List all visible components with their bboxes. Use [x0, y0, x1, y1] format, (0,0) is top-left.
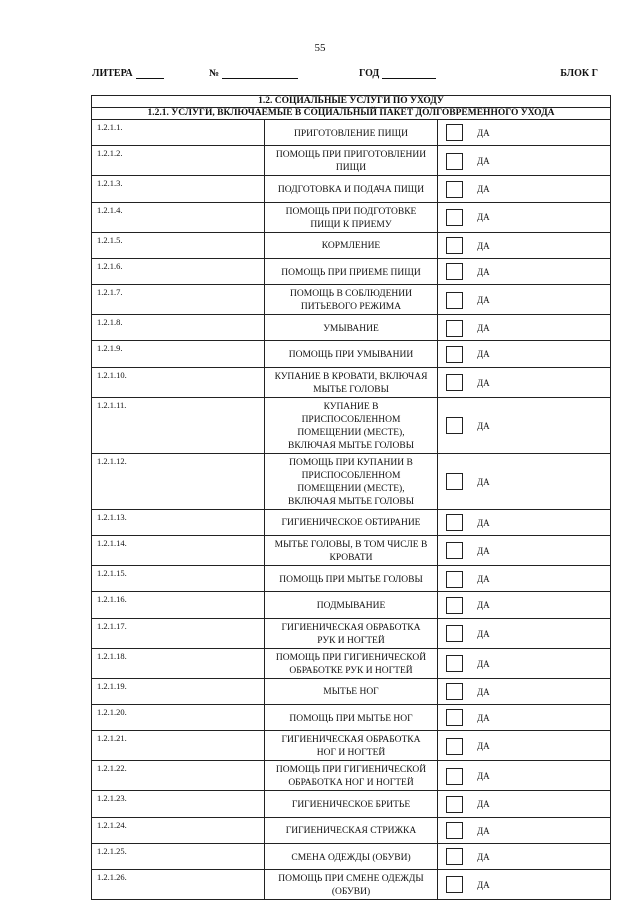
yes-checkbox[interactable] — [446, 683, 463, 700]
yes-checkbox[interactable] — [446, 796, 463, 813]
yes-label: ДА — [477, 741, 490, 752]
table-row — [92, 315, 611, 341]
yes-checkbox[interactable] — [446, 153, 463, 170]
yes-checkbox[interactable] — [446, 848, 463, 865]
yes-checkbox[interactable] — [446, 655, 463, 672]
service-code: 1.2.1.20. — [92, 704, 265, 730]
service-code: 1.2.1.15. — [92, 566, 265, 592]
service-name: МЫТЬЕ НОГ — [265, 678, 438, 704]
table-row — [92, 397, 611, 453]
answer-cell — [438, 367, 611, 397]
answer-cell — [438, 232, 611, 258]
year-label: ГОД — [359, 68, 380, 79]
yes-checkbox[interactable] — [446, 514, 463, 531]
table-row — [92, 258, 611, 284]
yes-label: ДА — [477, 156, 490, 167]
section-subtitle-row — [92, 108, 611, 120]
service-name: ГИГИЕНИЧЕСКОЕ ОБТИРАНИЕ — [265, 509, 438, 535]
yes-checkbox[interactable] — [446, 542, 463, 559]
service-name: ГИГИЕНИЧЕСКОЕ БРИТЬЕ — [265, 791, 438, 817]
yes-label: ДА — [477, 879, 490, 890]
yes-checkbox[interactable] — [446, 209, 463, 226]
answer-cell — [438, 870, 611, 900]
litera-field — [92, 68, 164, 79]
yes-label: ДА — [477, 686, 490, 697]
service-name: КУПАНИЕ В КРОВАТИ, ВКЛЮЧАЯ МЫТЬЕ ГОЛОВЫ — [265, 367, 438, 397]
form-header — [92, 68, 598, 84]
service-code: 1.2.1.14. — [92, 536, 265, 566]
yes-label: ДА — [477, 266, 490, 277]
answer-cell — [438, 285, 611, 315]
service-name: ПОМОЩЬ ПРИ ПОДГОТОВКЕ ПИЩИ К ПРИЕМУ — [265, 202, 438, 232]
table-row — [92, 566, 611, 592]
answer-cell — [438, 817, 611, 843]
section-subtitle: 1.2.1. УСЛУГИ, ВКЛЮЧАЕМЫЕ В СОЦИАЛЬНЫЙ ПАКЕТ ДОЛГОВРЕМЕННОГО УХОДА — [92, 108, 611, 120]
yes-label: ДА — [477, 295, 490, 306]
answer-cell — [438, 731, 611, 761]
answer-cell — [438, 120, 611, 146]
answer-cell — [438, 146, 611, 176]
yes-label: ДА — [477, 349, 490, 360]
service-code: 1.2.1.10. — [92, 367, 265, 397]
service-name: ПОМОЩЬ ПРИ МЫТЬЕ ГОЛОВЫ — [265, 566, 438, 592]
table-row — [92, 176, 611, 202]
year-input[interactable] — [382, 68, 436, 79]
service-code: 1.2.1.5. — [92, 232, 265, 258]
table-row — [92, 761, 611, 791]
number-field — [209, 68, 298, 79]
service-code: 1.2.1.12. — [92, 453, 265, 509]
table-row — [92, 843, 611, 869]
service-name: ПОМОЩЬ ПРИ МЫТЬЕ НОГ — [265, 704, 438, 730]
service-code: 1.2.1.18. — [92, 648, 265, 678]
yes-label: ДА — [477, 771, 490, 782]
table-row — [92, 648, 611, 678]
yes-checkbox[interactable] — [446, 822, 463, 839]
service-code: 1.2.1.23. — [92, 791, 265, 817]
table-row — [92, 202, 611, 232]
yes-checkbox[interactable] — [446, 709, 463, 726]
number-label: № — [209, 68, 220, 79]
yes-checkbox[interactable] — [446, 625, 463, 642]
service-code: 1.2.1.2. — [92, 146, 265, 176]
yes-checkbox[interactable] — [446, 417, 463, 434]
service-code: 1.2.1.7. — [92, 285, 265, 315]
service-name: ПОДГОТОВКА И ПОДАЧА ПИЩИ — [265, 176, 438, 202]
yes-checkbox[interactable] — [446, 292, 463, 309]
yes-checkbox[interactable] — [446, 768, 463, 785]
yes-label: ДА — [477, 574, 490, 585]
yes-checkbox[interactable] — [446, 124, 463, 141]
service-code: 1.2.1.13. — [92, 509, 265, 535]
service-name: ГИГИЕНИЧЕСКАЯ СТРИЖКА — [265, 817, 438, 843]
yes-label: ДА — [477, 825, 490, 836]
yes-label: ДА — [477, 127, 490, 138]
litera-input[interactable] — [136, 68, 164, 79]
service-code: 1.2.1.4. — [92, 202, 265, 232]
answer-cell — [438, 618, 611, 648]
yes-label: ДА — [477, 420, 490, 431]
service-code: 1.2.1.26. — [92, 870, 265, 900]
yes-label: ДА — [477, 476, 490, 487]
table-row — [92, 704, 611, 730]
table-row — [92, 509, 611, 535]
table-row — [92, 536, 611, 566]
year-field — [359, 68, 436, 79]
table-row — [92, 341, 611, 367]
answer-cell — [438, 315, 611, 341]
answer-cell — [438, 648, 611, 678]
yes-label: ДА — [477, 658, 490, 669]
yes-checkbox[interactable] — [446, 876, 463, 893]
answer-cell — [438, 704, 611, 730]
service-code: 1.2.1.22. — [92, 761, 265, 791]
service-name: ГИГИЕНИЧЕСКАЯ ОБРАБОТКА НОГ И НОГТЕЙ — [265, 731, 438, 761]
service-name: ПОМОЩЬ ПРИ СМЕНЕ ОДЕЖДЫ (ОБУВИ) — [265, 870, 438, 900]
service-code: 1.2.1.1. — [92, 120, 265, 146]
yes-label: ДА — [477, 377, 490, 388]
table-row — [92, 817, 611, 843]
yes-checkbox[interactable] — [446, 571, 463, 588]
answer-cell — [438, 791, 611, 817]
section-title-row — [92, 96, 611, 108]
service-name: ПОМОЩЬ ПРИ ПРИГОТОВЛЕНИИ ПИЩИ — [265, 146, 438, 176]
yes-checkbox[interactable] — [446, 320, 463, 337]
yes-label: ДА — [477, 184, 490, 195]
answer-cell — [438, 397, 611, 453]
yes-label: ДА — [477, 799, 490, 810]
yes-label: ДА — [477, 851, 490, 862]
answer-cell — [438, 509, 611, 535]
table-row — [92, 592, 611, 618]
yes-label: ДА — [477, 212, 490, 223]
yes-label: ДА — [477, 712, 490, 723]
service-code: 1.2.1.19. — [92, 678, 265, 704]
services-table — [91, 95, 611, 900]
service-name: СМЕНА ОДЕЖДЫ (ОБУВИ) — [265, 843, 438, 869]
answer-cell — [438, 176, 611, 202]
service-code: 1.2.1.16. — [92, 592, 265, 618]
answer-cell — [438, 341, 611, 367]
yes-label: ДА — [477, 600, 490, 611]
service-name: КОРМЛЕНИЕ — [265, 232, 438, 258]
answer-cell — [438, 536, 611, 566]
yes-label: ДА — [477, 240, 490, 251]
service-code: 1.2.1.17. — [92, 618, 265, 648]
answer-cell — [438, 258, 611, 284]
yes-checkbox[interactable] — [446, 237, 463, 254]
yes-checkbox[interactable] — [446, 374, 463, 391]
answer-cell — [438, 843, 611, 869]
yes-label: ДА — [477, 323, 490, 334]
table-row — [92, 618, 611, 648]
service-name: ПОМОЩЬ В СОБЛЮДЕНИИ ПИТЬЕВОГО РЕЖИМА — [265, 285, 438, 315]
table-row — [92, 120, 611, 146]
page-number: 55 — [314, 42, 326, 54]
answer-cell — [438, 566, 611, 592]
yes-label: ДА — [477, 628, 490, 639]
answer-cell — [438, 592, 611, 618]
service-name: ПОМОЩЬ ПРИ ПРИЕМЕ ПИЩИ — [265, 258, 438, 284]
service-name: КУПАНИЕ В ПРИСПОСОБЛЕННОМ ПОМЕЩЕНИИ (МЕСТЕ), ВКЛЮЧАЯ МЫТЬЕ ГОЛОВЫ — [265, 397, 438, 453]
answer-cell — [438, 202, 611, 232]
table-row — [92, 232, 611, 258]
table-row — [92, 367, 611, 397]
service-code: 1.2.1.11. — [92, 397, 265, 453]
yes-checkbox[interactable] — [446, 263, 463, 280]
yes-label: ДА — [477, 545, 490, 556]
table-row — [92, 285, 611, 315]
table-row — [92, 678, 611, 704]
service-name: ПОМОЩЬ ПРИ УМЫВАНИИ — [265, 341, 438, 367]
table-row — [92, 731, 611, 761]
yes-checkbox[interactable] — [446, 346, 463, 363]
section-title: 1.2. СОЦИАЛЬНЫЕ УСЛУГИ ПО УХОДУ — [92, 96, 611, 108]
service-name: ПОМОЩЬ ПРИ ГИГИЕНИЧЕСКОЙ ОБРАБОТКА НОГ И НОГТЕЙ — [265, 761, 438, 791]
yes-checkbox[interactable] — [446, 181, 463, 198]
number-input[interactable] — [222, 68, 298, 79]
service-code: 1.2.1.21. — [92, 731, 265, 761]
answer-cell — [438, 678, 611, 704]
table-row — [92, 146, 611, 176]
answer-cell — [438, 761, 611, 791]
service-name: УМЫВАНИЕ — [265, 315, 438, 341]
service-name: ПОМОЩЬ ПРИ КУПАНИИ В ПРИСПОСОБЛЕННОМ ПОМЕЩЕНИИ (МЕСТЕ), ВКЛЮЧАЯ МЫТЬЕ ГОЛОВЫ — [265, 453, 438, 509]
yes-label: ДА — [477, 517, 490, 528]
service-code: 1.2.1.8. — [92, 315, 265, 341]
service-code: 1.2.1.6. — [92, 258, 265, 284]
service-name: ГИГИЕНИЧЕСКАЯ ОБРАБОТКА РУК И НОГТЕЙ — [265, 618, 438, 648]
yes-checkbox[interactable] — [446, 738, 463, 755]
service-name: ПОДМЫВАНИЕ — [265, 592, 438, 618]
service-name: ПРИГОТОВЛЕНИЕ ПИЩИ — [265, 120, 438, 146]
table-row — [92, 870, 611, 900]
block-label: БЛОК Г — [560, 68, 598, 79]
service-code: 1.2.1.24. — [92, 817, 265, 843]
table-row — [92, 791, 611, 817]
service-code: 1.2.1.9. — [92, 341, 265, 367]
service-code: 1.2.1.3. — [92, 176, 265, 202]
service-code: 1.2.1.25. — [92, 843, 265, 869]
litera-label: ЛИТЕРА — [92, 68, 133, 79]
table-row — [92, 453, 611, 509]
yes-checkbox[interactable] — [446, 597, 463, 614]
service-name: ПОМОЩЬ ПРИ ГИГИЕНИЧЕСКОЙ ОБРАБОТКЕ РУК И НОГТЕЙ — [265, 648, 438, 678]
yes-checkbox[interactable] — [446, 473, 463, 490]
answer-cell — [438, 453, 611, 509]
service-name: МЫТЬЕ ГОЛОВЫ, В ТОМ ЧИСЛЕ В КРОВАТИ — [265, 536, 438, 566]
